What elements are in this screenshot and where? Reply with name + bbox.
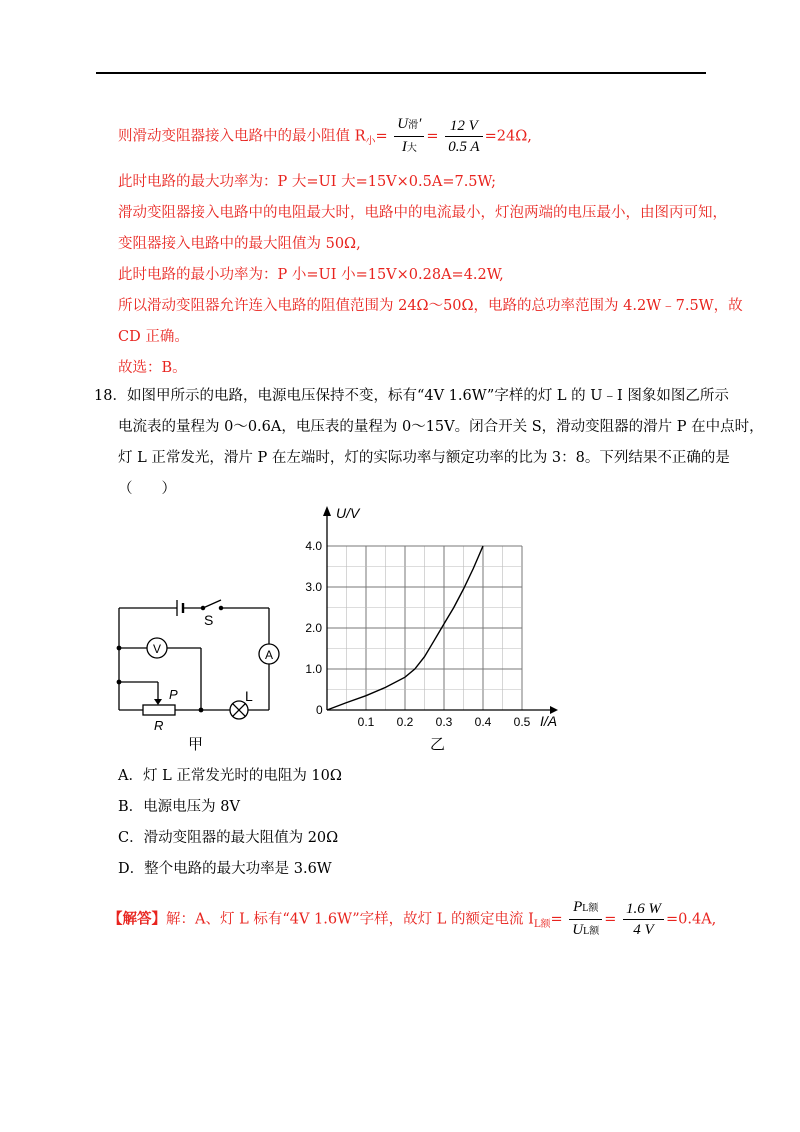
chart-axes: [327, 514, 550, 710]
fraction-16w-over-4v: $\frac{1.6 W}{4 V}$: [623, 899, 664, 940]
option-a: A．灯 L 正常发光时的电阻为 10Ω: [118, 768, 342, 784]
solution-line-7: CD 正确。: [118, 329, 189, 345]
x-tick-label-2: 0.3: [435, 715, 453, 729]
rheostat: [143, 705, 175, 715]
solution-line-5: 此时电路的最小功率为：P 小=UI 小=15V×0.28A=4.2W,: [118, 267, 504, 283]
option-c: C．滑动变阻器的最大阻值为 20Ω: [118, 830, 339, 846]
rheostat-label: R: [154, 718, 164, 733]
fraction-p-over-u: $\frac{\text{PL额}}{\text{UL额}}$: [569, 897, 602, 942]
slider-arrow: [154, 699, 162, 705]
x-tick-label-4: 0.5: [513, 715, 531, 729]
y-tick-label-0: 1.0: [305, 662, 322, 676]
option-b: B．电源电压为 8V: [118, 799, 240, 815]
circuit-caption: 甲: [188, 735, 204, 753]
switch-blade: [203, 600, 221, 608]
solution-line-2: 此时电路的最大功率为：P 大=UI 大=15V×0.5A=7.5W;: [118, 174, 497, 190]
x-tick-label-0: 0.1: [357, 715, 375, 729]
header-rule: [96, 72, 706, 74]
ui-chart: [300, 500, 570, 730]
slider-label: P: [169, 687, 178, 702]
solution-line-8: 故选：B。: [118, 360, 187, 376]
switch-label: S: [204, 612, 214, 628]
y-tick-label-1: 2.0: [305, 621, 322, 635]
fraction-u-over-i: $\frac{\text{U滑′}}{\text{I大}}$: [394, 114, 424, 159]
x-axis-label: I/A: [540, 713, 558, 729]
answer-tag: 【解答】: [108, 910, 166, 928]
solution-line-6: 所以滑动变阻器允许连入电路的阻值范围为 24Ω～50Ω，电路的总功率范围为 4.2W﹣7.5W，故: [118, 298, 743, 314]
question-line-2: 电流表的量程为 0～0.6A，电压表的量程为 0～15V。闭合开关 S，滑动变阻器的滑片 P 在中点时，: [118, 419, 764, 435]
x-tick-label-3: 0.4: [474, 715, 492, 729]
fraction-12v-over-05a: $\frac{12 V}{0.5 A}$: [445, 116, 482, 157]
x-tick-label-1: 0.2: [396, 715, 414, 729]
ammeter-label: A: [264, 648, 274, 662]
solution-line-4: 变阻器接入电路中的最大阻值为 50Ω,: [118, 236, 361, 252]
y-tick-label-2: 3.0: [305, 580, 322, 594]
y-axis-label: U/V: [336, 505, 360, 521]
option-d: D．整个电路的最大功率是 3.6W: [118, 861, 332, 877]
question-line-4: （ ）: [118, 481, 176, 497]
y-tick-label-3: 4.0: [305, 539, 322, 553]
chart-caption: 乙: [430, 735, 446, 753]
lamp-label: L: [245, 688, 253, 704]
chart-grid: [327, 546, 522, 710]
question-line-1: 18．如图甲所示的电路，电源电压保持不变，标有“4V 1.6W”字样的灯 L 的 U﹣I 图象如图乙所示: [94, 388, 729, 404]
solution-line-1: 则滑动变阻器接入电路中的最小阻值 $R_小=$ $\frac{\text{U滑′}}{\text{I大}}$ = $\frac{12 V}{0.5 A}$ =24Ω,: [118, 114, 532, 159]
voltmeter-label: V: [152, 642, 162, 656]
solution-line-3: 滑动变阻器接入电路中的电阻最大时，电路中的电流最小，灯泡两端的电压最小，由图丙可知，: [118, 205, 727, 221]
question-line-3: 灯 L 正常发光，滑片 P 在左端时，灯的实际功率与额定功率的比为 3：8。下列结果不正确的是: [118, 450, 730, 466]
origin-label: 0: [316, 703, 323, 717]
y-axis-arrow: [323, 506, 331, 516]
answer-line-1: 【解答】解：A、灯 L 标有“4V 1.6W”字样，故灯 L 的额定电流 $I_{L额}=$ $\frac{\text{PL额}}{\text{UL额}}$ = $\frac{1.6 W}{4 V}$ =0.4A,: [108, 897, 716, 942]
